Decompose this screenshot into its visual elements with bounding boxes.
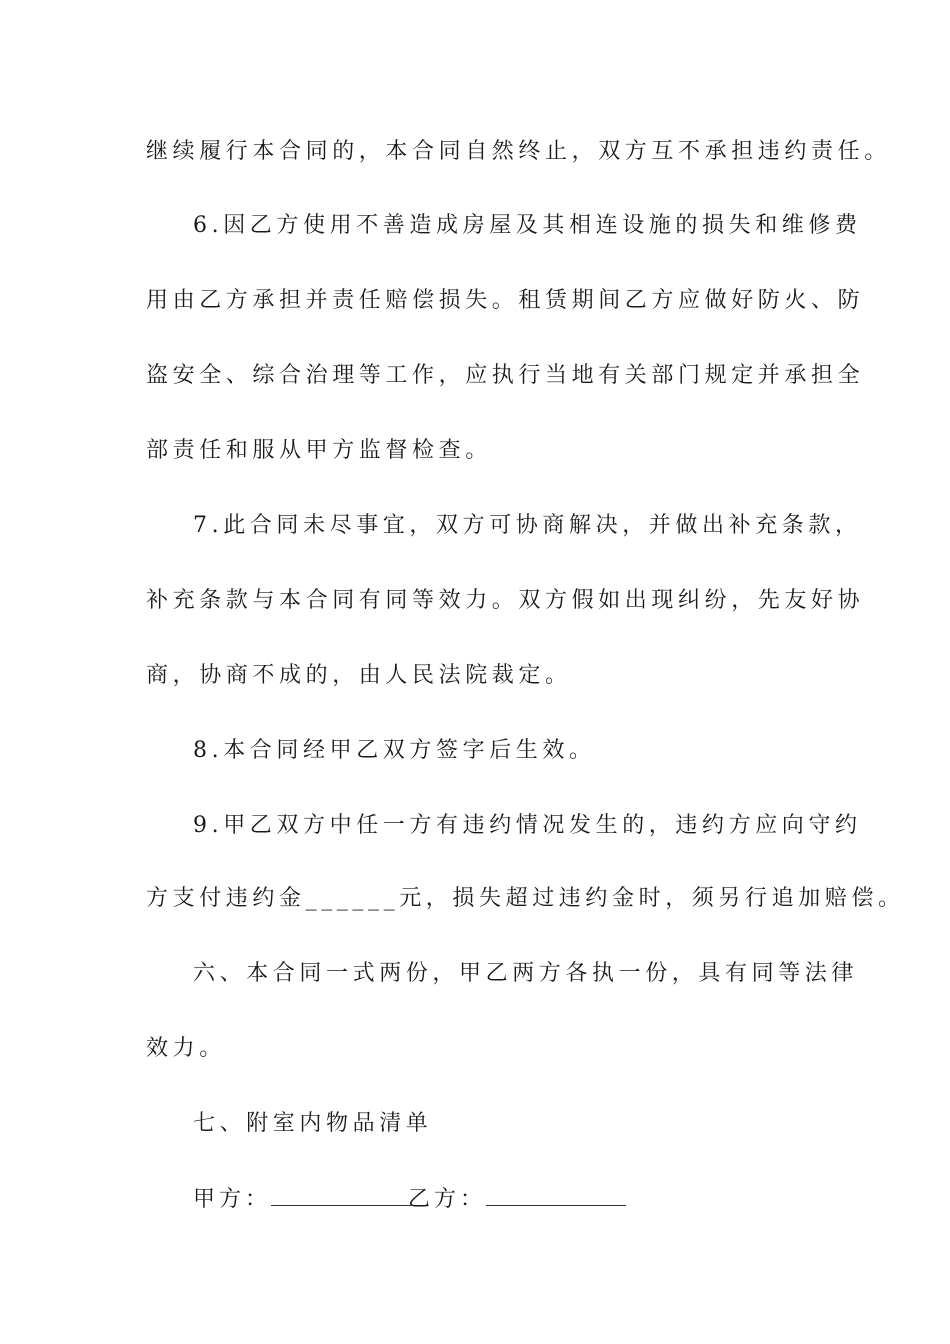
section-heading: 七、附室内物品清单	[193, 1111, 433, 1136]
paragraph-line: 7.此合同未尽事宜，双方可协商解决，并做出补充条款，	[193, 513, 862, 538]
paragraph-line: 6.因乙方使用不善造成房屋及其相连设施的损失和维修费	[193, 213, 862, 238]
paragraph-line: 8.本合同经甲乙双方签字后生效。	[193, 738, 596, 763]
party-a-signature	[193, 1183, 411, 1215]
paragraph-line: 继续履行本合同的，本合同自然终止，双方互不承担违约责任。	[146, 139, 891, 164]
paragraph-line: 9.甲乙双方中任一方有违约情况发生的，违约方应向守约	[193, 813, 862, 838]
party-b-signature	[408, 1183, 626, 1215]
paragraph-line: 商，协商不成的，由人民法院裁定。	[146, 663, 572, 688]
party-a-signature-blank[interactable]	[271, 1183, 411, 1206]
paragraph-line: 盗安全、综合治理等工作，应执行当地有关部门规定并承担全	[146, 363, 865, 388]
paragraph-line: 六、本合同一式两份，甲乙两方各执一份，具有同等法律	[193, 961, 859, 986]
party-b-signature-blank[interactable]	[486, 1183, 626, 1206]
party-a-label: 甲方：	[193, 1187, 272, 1212]
paragraph-line: 效力。	[146, 1036, 226, 1061]
paragraph-line: 部责任和服从甲方监督检查。	[146, 438, 492, 463]
paragraph-line: 补充条款与本合同有同等效力。双方假如出现纠纷，先友好协	[146, 588, 865, 613]
paragraph-line: 方支付违约金______元，损失超过违约金时，须另行追加赔偿。	[146, 886, 905, 911]
paragraph-line: 用由乙方承担并责任赔偿损失。租赁期间乙方应做好防火、防	[146, 288, 865, 313]
party-b-label: 乙方：	[408, 1187, 487, 1212]
